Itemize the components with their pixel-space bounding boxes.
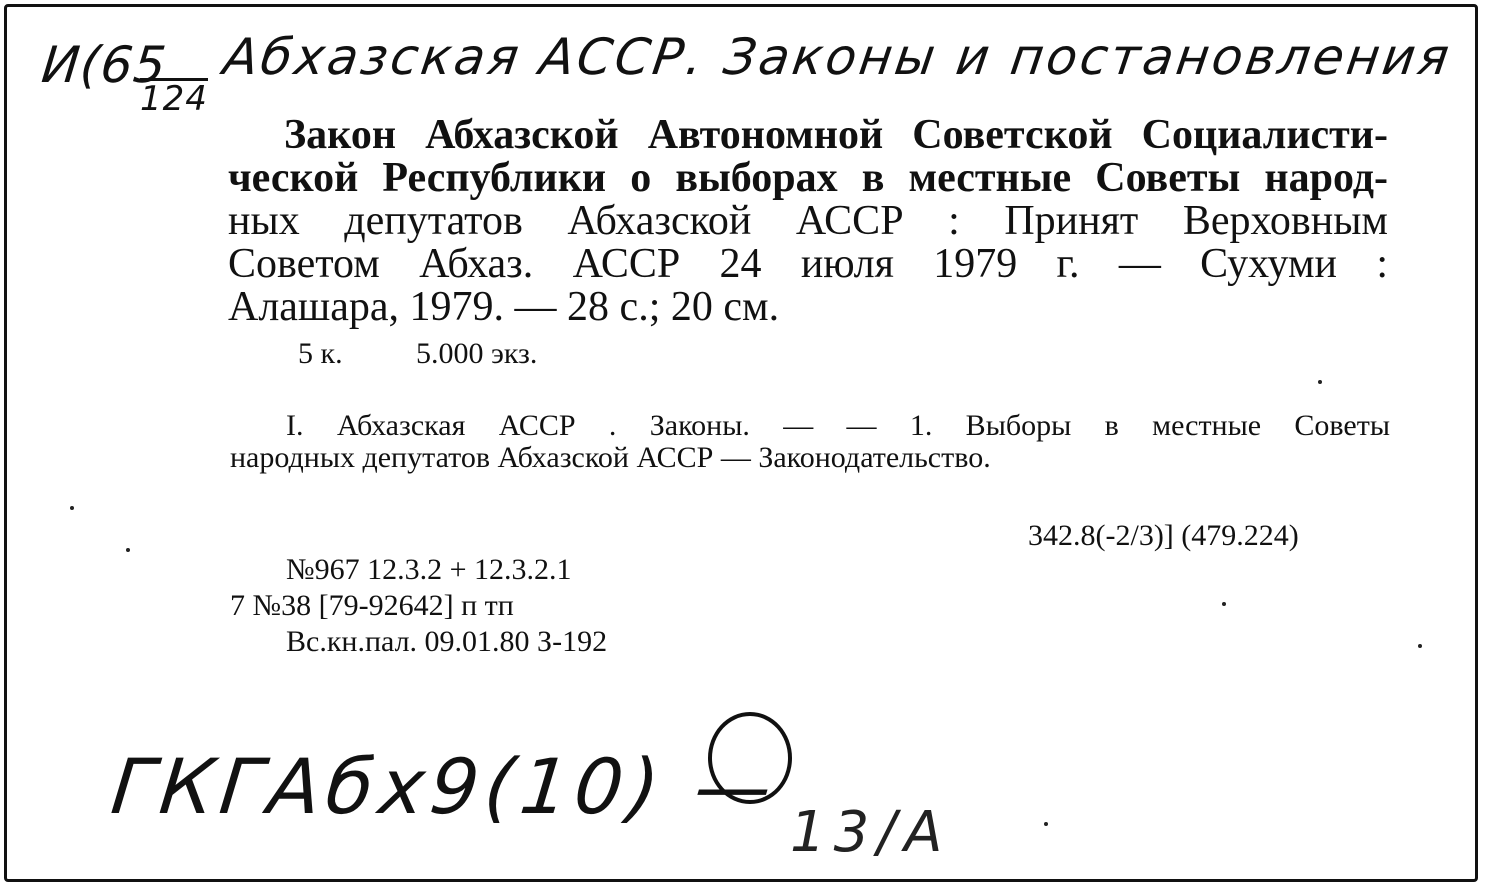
scan-speck (126, 548, 130, 552)
record-line-1: №967 12.3.2 + 12.3.2.1 (286, 553, 572, 586)
copies: 5.000 экз. (416, 337, 538, 370)
subject-headings (230, 410, 1390, 474)
entry-line-3: ных депутатов Абхазской АССР : Принят Верховным (228, 198, 1388, 244)
entry-line-4: Советом Абхаз. АССР 24 июля 1979 г. — Сухуми : (228, 241, 1388, 287)
handwritten-circle-mark (708, 712, 792, 804)
entry-line-1: Закон Абхазской Автономной Советской Социалисти- (284, 112, 1388, 158)
subject-line-2: народных депутатов Абхазской АССР — Законодательство. (230, 441, 991, 474)
classification-number: 342.8(-2/3)] (479.224) (1028, 519, 1299, 552)
record-line-3: Вс.кн.пал. 09.01.80 З-192 (286, 625, 608, 658)
handwritten-heading: Абхазская АССР. Законы и постановления (219, 28, 1456, 86)
handwritten-call-number-fraction: 124 (140, 79, 208, 119)
entry-line-5: Алашара, 1979. — 28 с.; 20 см. (228, 284, 780, 330)
entry-line-2: ческой Республики о выборах в местные Советы народ- (228, 155, 1388, 201)
scan-speck (1318, 380, 1322, 384)
scan-speck (1044, 822, 1048, 826)
scan-speck (70, 506, 74, 510)
scan-speck (1418, 644, 1422, 648)
subject-line-1: I. Абхазская АССР . Законы. — — 1. Выборы в местные Советы (286, 409, 1390, 442)
entry-body (228, 114, 1388, 329)
handwritten-call-number: И(65 (38, 36, 170, 94)
handwritten-bottom-number: 13/А (790, 800, 951, 865)
price: 5 к. (298, 337, 343, 370)
scan-speck (1222, 602, 1226, 606)
handwritten-shelf-code: ГКГАбх9(10) — (107, 742, 782, 831)
record-line-2: 7 №38 [79-92642] п тп (230, 589, 514, 622)
